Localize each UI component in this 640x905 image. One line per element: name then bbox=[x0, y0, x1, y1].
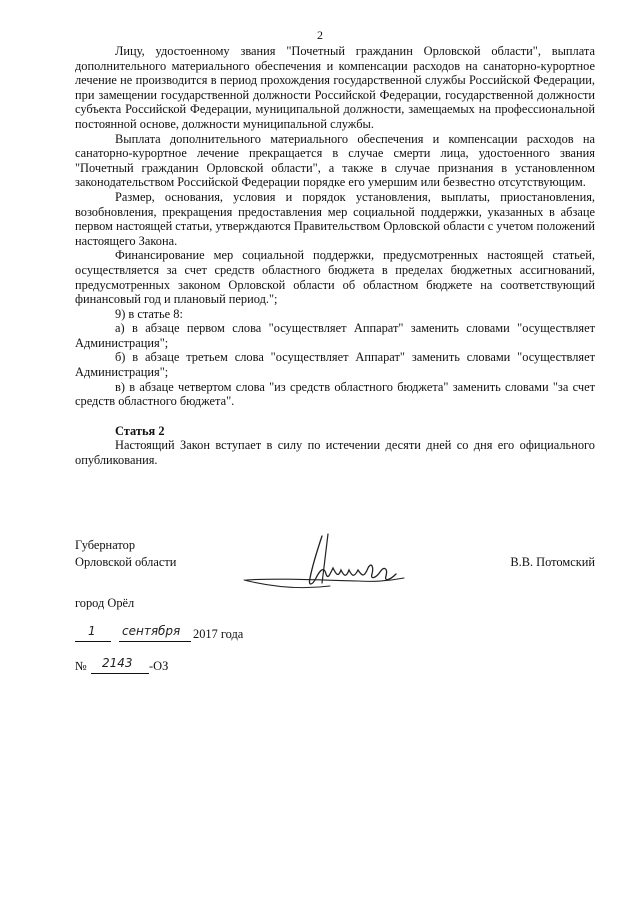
date-day: 1 bbox=[88, 624, 96, 638]
signing-date bbox=[75, 624, 375, 643]
city-line: город Орёл bbox=[75, 596, 135, 610]
signatory-title-line: Орловской области bbox=[75, 555, 177, 569]
paragraph: в) в абзаце четвертом слова "из средств областного бюджета" заменить словами "за счет средств областного бюджета". bbox=[75, 379, 595, 409]
paragraph: Финансирование мер социальной поддержки, предусмотренных настоящей статьей, осуществляется за счет средств областного бюджета в пределах бюджетных ассигнований, предусмотренных законом Орловской области об областном бюджете на соответствующий финансовый год и плановый период."; bbox=[75, 248, 595, 307]
paragraph: Лицу, удостоенному звания "Почетный гражданин Орловской области", выплата дополнительного материального обеспечения и компенсации расходов на санаторно-курортное лечение не производится в период прохождения государственной службы Российской Федерации, при замещении государственной должности Российской Федерации, государственной должности субъекта Российской Федерации, муниципальной должности, замещаемых на профессиональной постоянной основе, должности муниципальной службы. bbox=[75, 44, 595, 131]
date-month: сентября bbox=[122, 624, 181, 638]
law-text-body bbox=[75, 44, 595, 468]
page-number: 2 bbox=[317, 28, 323, 42]
law-number bbox=[75, 656, 375, 675]
paragraph: 9) в статье 8: bbox=[115, 306, 183, 321]
signatory-title bbox=[75, 537, 176, 571]
paragraph: Размер, основания, условия и порядок установления, выплаты, приостановления, возобновления, прекращения предоставления мер социальной поддержки, указанных в абзаце первом настоящей статьи, утверждаются Правительством Орловской области с учетом положений настоящего Закона. bbox=[75, 189, 595, 248]
signatory-title-line: Губернатор bbox=[75, 538, 136, 552]
paragraph: б) в абзаце третьем слова "осуществляет Аппарат" заменить словами "осуществляет Администрация"; bbox=[75, 350, 595, 380]
number-sign: № bbox=[75, 659, 87, 673]
paragraph: а) в абзаце первом слова "осуществляет Аппарат" заменить словами "осуществляет Администрация"; bbox=[75, 321, 595, 350]
article-text: Настоящий Закон вступает в силу по истечении десяти дней со дня его официального опубликования. bbox=[75, 438, 595, 468]
handwritten-signature bbox=[238, 528, 408, 598]
paragraph: Выплата дополнительного материального обеспечения и компенсации расходов на санаторно-курортное лечение прекращается в случае смерти лица, удостоенного звания "Почетный гражданин Орловской области", а также в случае признания в установленном законодательством Российской Федерации порядке его умершим или безвестно отсутствующим. bbox=[75, 131, 595, 190]
number-value: 2143 bbox=[102, 656, 133, 670]
signatory-name: В.В. Потомский bbox=[510, 555, 595, 569]
number-suffix: -ОЗ bbox=[149, 659, 169, 673]
article-heading: Статья 2 bbox=[115, 423, 165, 438]
date-year: 2017 года bbox=[193, 627, 244, 641]
